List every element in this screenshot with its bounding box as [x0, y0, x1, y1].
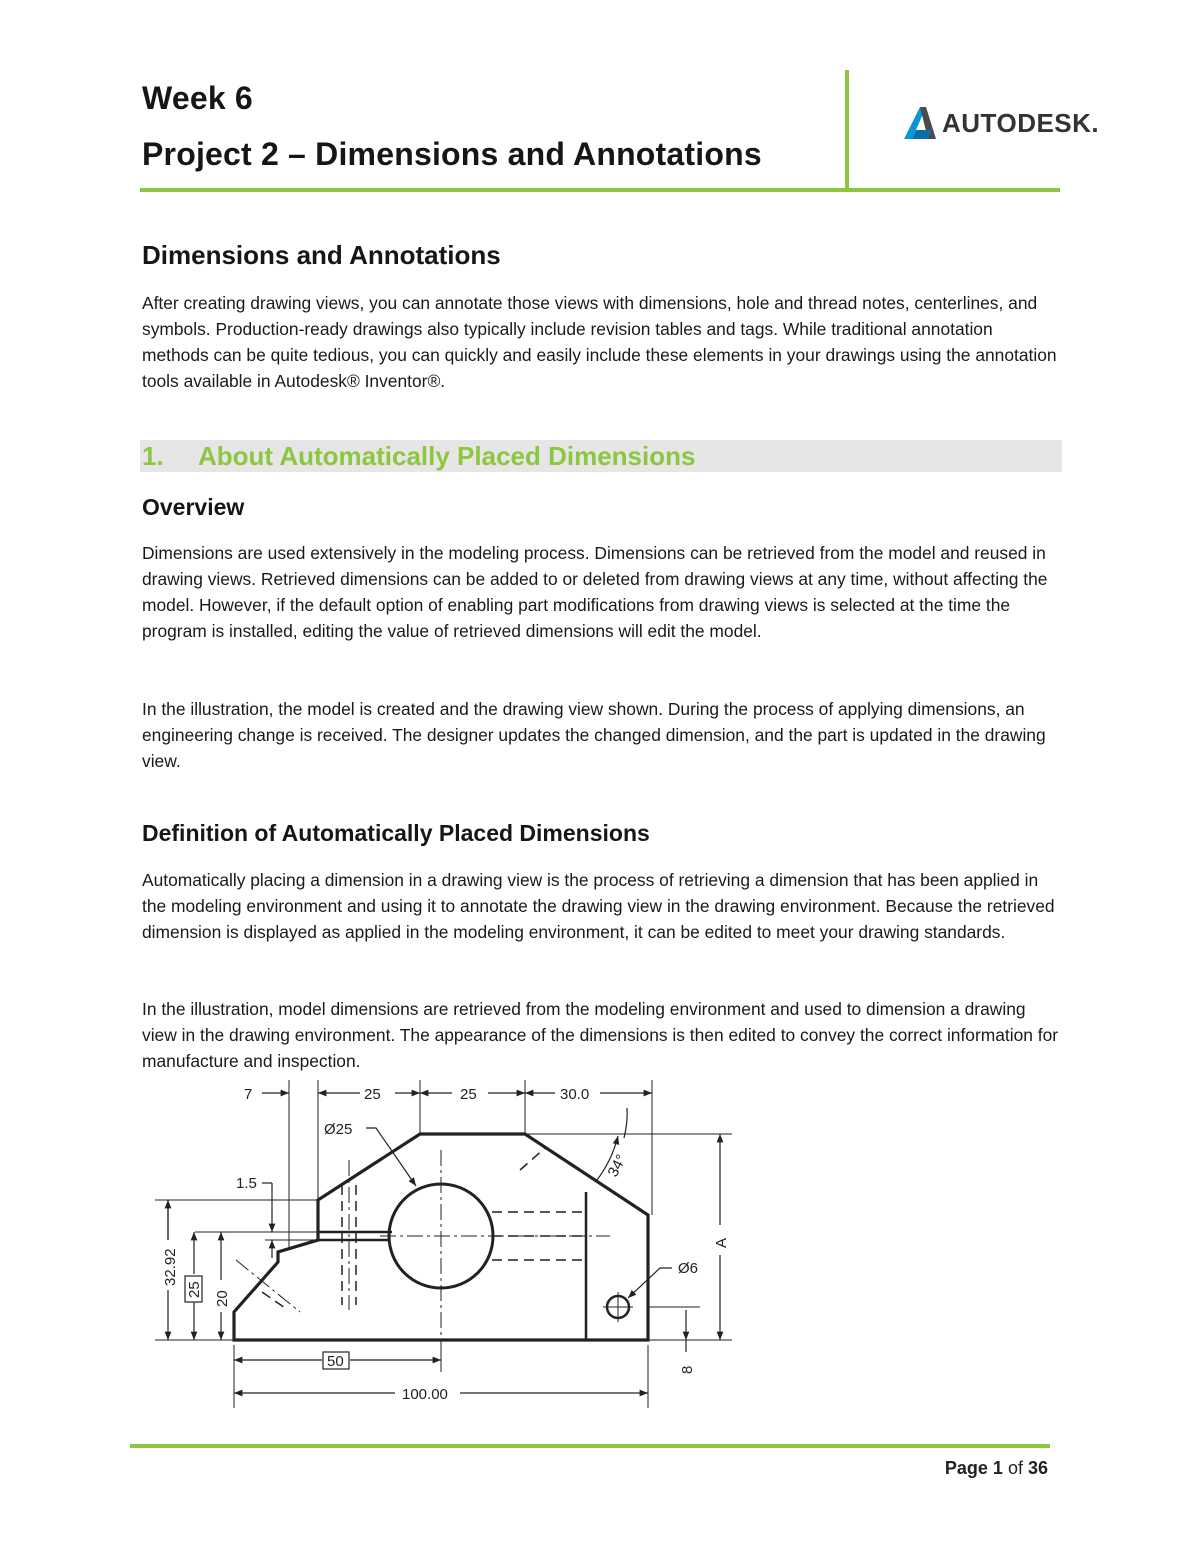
autodesk-a-icon — [902, 106, 938, 140]
autodesk-logo — [902, 106, 1099, 140]
page-label: Page — [944, 1458, 988, 1478]
dim-20: 20 — [214, 1290, 231, 1307]
dim-25-a: 25 — [364, 1086, 381, 1103]
dim-25-b: 25 — [460, 1086, 477, 1103]
dim-dia-6: Ø6 — [678, 1260, 699, 1277]
page-number — [945, 1458, 1048, 1479]
definition-heading: Definition of Automatically Placed Dimensions — [142, 820, 650, 846]
technical-drawing — [150, 1070, 750, 1420]
dim-1-5: 1.5 — [236, 1175, 257, 1192]
footer-rule — [130, 1444, 1050, 1448]
week-title: Week 6 — [142, 80, 253, 116]
definition-paragraph-1: Automatically placing a dimension in a drawing view is the process of retrieving a dimension that has been applied in the modeling environment and using it to annotate the drawing view in the drawing environment. Because the retrieved dimension is displayed as applied in the modeling environment, it can be edited to meet your drawing standards. — [142, 870, 1055, 942]
dim-32-92: 32.92 — [162, 1248, 179, 1286]
page-current: 1 — [992, 1458, 1003, 1478]
page-total: 36 — [1027, 1458, 1048, 1478]
dim-30: 30.0 — [560, 1086, 590, 1103]
dim-dia-25: Ø25 — [324, 1121, 353, 1138]
definition-paragraph-2: In the illustration, model dimensions are retrieved from the modeling environment and used to dimension a drawing view in the drawing environment. The appearance of the dimensions is then edited to convey the correct information for manufacture and inspection. — [142, 999, 1059, 1071]
intro-heading: Dimensions and Annotations — [142, 240, 501, 270]
section-1-heading-bar — [140, 440, 1062, 472]
overview-paragraph-1: Dimensions are used extensively in the modeling process. Dimensions can be retrieved from the model and reused in drawing views. Retrieved dimensions can be added to or deleted from drawing views at any time, without affecting the model. However, if the default option of enabling part modifications from drawing views is selected at the time the program is installed, editing the value of retrieved dimensions will edit the model. — [142, 543, 1048, 641]
autodesk-logo-text: AUTODESK. — [942, 107, 1100, 138]
intro-paragraph: After creating drawing views, you can annotate those views with dimensions, hole and thread notes, centerlines, and symbols. Production-ready drawings also typically include revision tables and tags. While traditional annotation methods can be quite tedious, you can quickly and easily include these elements in your drawings using the annotation tools available in Autodesk® Inventor®. — [142, 293, 1057, 391]
header-vertical-rule — [845, 70, 849, 190]
dim-100: 100.00 — [402, 1386, 448, 1403]
dim-25-box: 25 — [186, 1281, 203, 1298]
dim-7: 7 — [244, 1086, 253, 1103]
dim-34-deg: 34° — [604, 1151, 631, 1180]
dim-a: A — [713, 1237, 730, 1248]
overview-heading: Overview — [142, 494, 245, 520]
page-of: of — [1007, 1458, 1023, 1478]
dim-8: 8 — [679, 1365, 696, 1374]
header-horizontal-rule — [140, 188, 1060, 192]
overview-paragraph-2: In the illustration, the model is created and the drawing view shown. During the process of applying dimensions, an engineering change is received. The designer updates the changed dimension, and the part is updated in the drawing view. — [142, 699, 1046, 771]
section-1-title: About Automatically Placed Dimensions — [198, 441, 696, 471]
project-title: Project 2 – Dimensions and Annotations — [142, 136, 762, 172]
dim-50-box: 50 — [327, 1353, 344, 1370]
section-1-number: 1. — [142, 441, 164, 471]
